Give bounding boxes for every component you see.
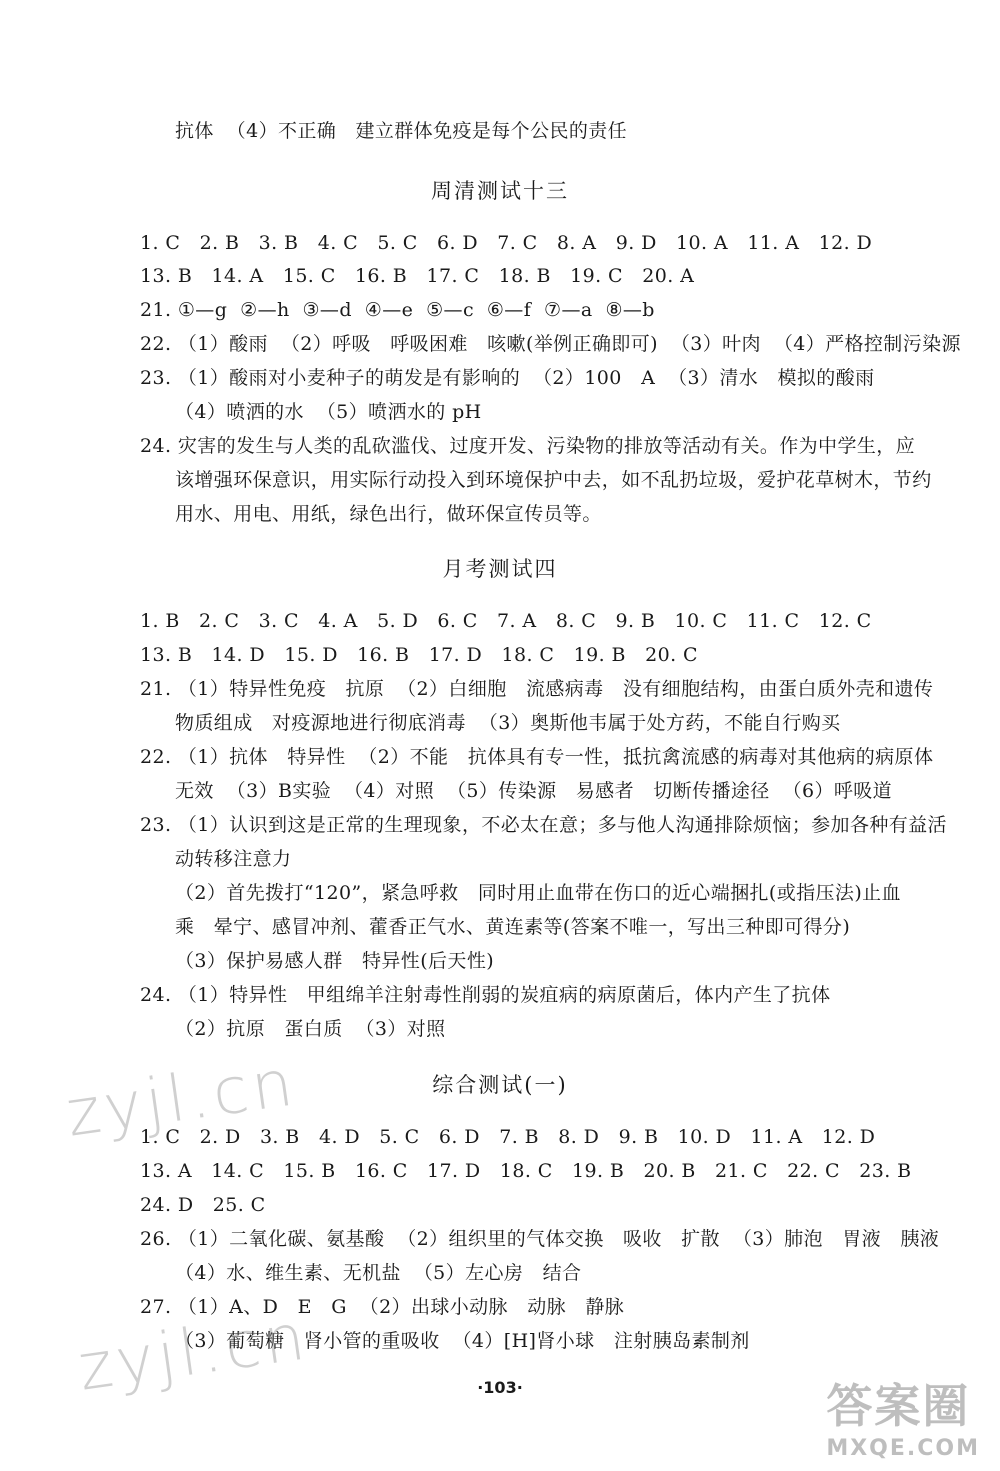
answer-line: 26. （1）二氧化碳、氨基酸 （2）组织里的气体交换 吸收 扩散 （3）肺泡 胃液 胰液	[140, 1228, 940, 1250]
answer-line: 1. C 2. D 3. B 4. D 5. C 6. D 7. B 8. D 9. B 10. D 11. A 12. D	[140, 1126, 876, 1148]
answer-line: 1. B 2. C 3. C 4. A 5. D 6. C 7. A 8. C 9. B 10. C 11. C 12. C	[140, 610, 872, 632]
answer-line: （4）喷洒的水 （5）喷洒水的 pH	[175, 401, 482, 423]
answer-line: 用水、用电、用纸，绿色出行，做环保宣传员等。	[175, 503, 602, 525]
watermark-mxqe-title: 答案圈	[826, 1379, 971, 1433]
answer-line: 1. C 2. B 3. B 4. C 5. C 6. D 7. C 8. A 9. D 10. A 11. A 12. D	[140, 232, 873, 254]
answer-line: （3）葡萄糖 肾小管的重吸收 （4）[H]肾小球 注射胰岛素制剂	[175, 1330, 750, 1352]
answer-line: 13. B 14. A 15. C 16. B 17. C 18. B 19. C 20. A	[140, 265, 695, 287]
watermark-zyjl: zyjl.cn	[73, 1300, 314, 1406]
answer-line: 23. （1）认识到这是正常的生理现象，不必太在意；多与他人沟通排除烦恼；参加各种有益活	[140, 814, 947, 836]
answer-line: 乘 晕宁、感冒冲剂、藿香正气水、黄连素等(答案不唯一，写出三种即可得分)	[175, 916, 851, 938]
answer-line: 该增强环保意识，用实际行动投入到环境保护中去，如不乱扔垃圾，爱护花草树木，节约	[175, 469, 932, 491]
answer-line: 22. （1）抗体 特异性 （2）不能 抗体具有专一性，抵抗禽流感的病毒对其他病的病原体	[140, 746, 934, 768]
answer-line: 27. （1）A、D E G （2）出球小动脉 动脉 静脉	[140, 1296, 625, 1318]
answer-line: 13. B 14. D 15. D 16. B 17. D 18. C 19. B 20. C	[140, 644, 698, 666]
section-title-zonghe-1: 综合测试(一)	[432, 1073, 568, 1097]
watermark-mxqe-logo	[826, 1370, 980, 1461]
section-title-zhouqing-13: 周清测试十三	[431, 179, 569, 203]
answer-line: 21. （1）特异性免疫 抗原 （2）白细胞 流感病毒 没有细胞结构，由蛋白质外壳和遗传	[140, 678, 934, 700]
answer-line: 13. A 14. C 15. B 16. C 17. D 18. C 19. B 20. B 21. C 22. C 23. B	[140, 1160, 912, 1182]
section-title-yuekao-4: 月考测试四	[442, 557, 558, 581]
answer-line: （2）抗原 蛋白质 （3）对照	[175, 1018, 446, 1040]
answer-line: 21. ①—g ②—h ③—d ④—e ⑤—c ⑥—f ⑦—a ⑧—b	[140, 299, 655, 321]
answer-line: 物质组成 对疫源地进行彻底消毒 （3）奥斯他韦属于处方药，不能自行购买	[175, 712, 841, 734]
answer-line: 24. 灾害的发生与人类的乱砍滥伐、过度开发、污染物的排放等活动有关。作为中学生，应	[140, 435, 916, 457]
answer-line: 24. （1）特异性 甲组绵羊注射毒性削弱的炭疽病的病原菌后，体内产生了抗体	[140, 984, 831, 1006]
answer-line: （3）保护易感人群 特异性(后天性)	[175, 950, 495, 972]
answer-line: 无效 （3）B实验 （4）对照 （5）传染源 易感者 切断传播途径 （6）呼吸道	[175, 780, 893, 802]
answer-line: （4）水、维生素、无机盐 （5）左心房 结合	[175, 1262, 582, 1284]
answer-line: 23. （1）酸雨对小麦种子的萌发是有影响的 （2）100 A （3）清水 模拟的酸雨	[140, 367, 875, 389]
watermark-mxqe-url: MXQE.COM	[826, 1436, 980, 1461]
answer-line: 动转移注意力	[175, 848, 292, 870]
watermark-zyjl: zyjl.cn	[61, 1046, 302, 1152]
answer-line: （2）首先拨打“120”，紧急呼救 同时用止血带在伤口的近心端捆扎(或指压法)止血	[175, 882, 901, 904]
page-number: ·103·	[477, 1378, 523, 1397]
answer-line: 24. D 25. C	[140, 1194, 266, 1216]
intro-line: 抗体 （4）不正确 建立群体免疫是每个公民的责任	[175, 120, 628, 142]
answer-line: 22. （1）酸雨 （2）呼吸 呼吸困难 咳嗽(举例正确即可) （3）叶肉 （4）严格控制污染源	[140, 333, 961, 355]
